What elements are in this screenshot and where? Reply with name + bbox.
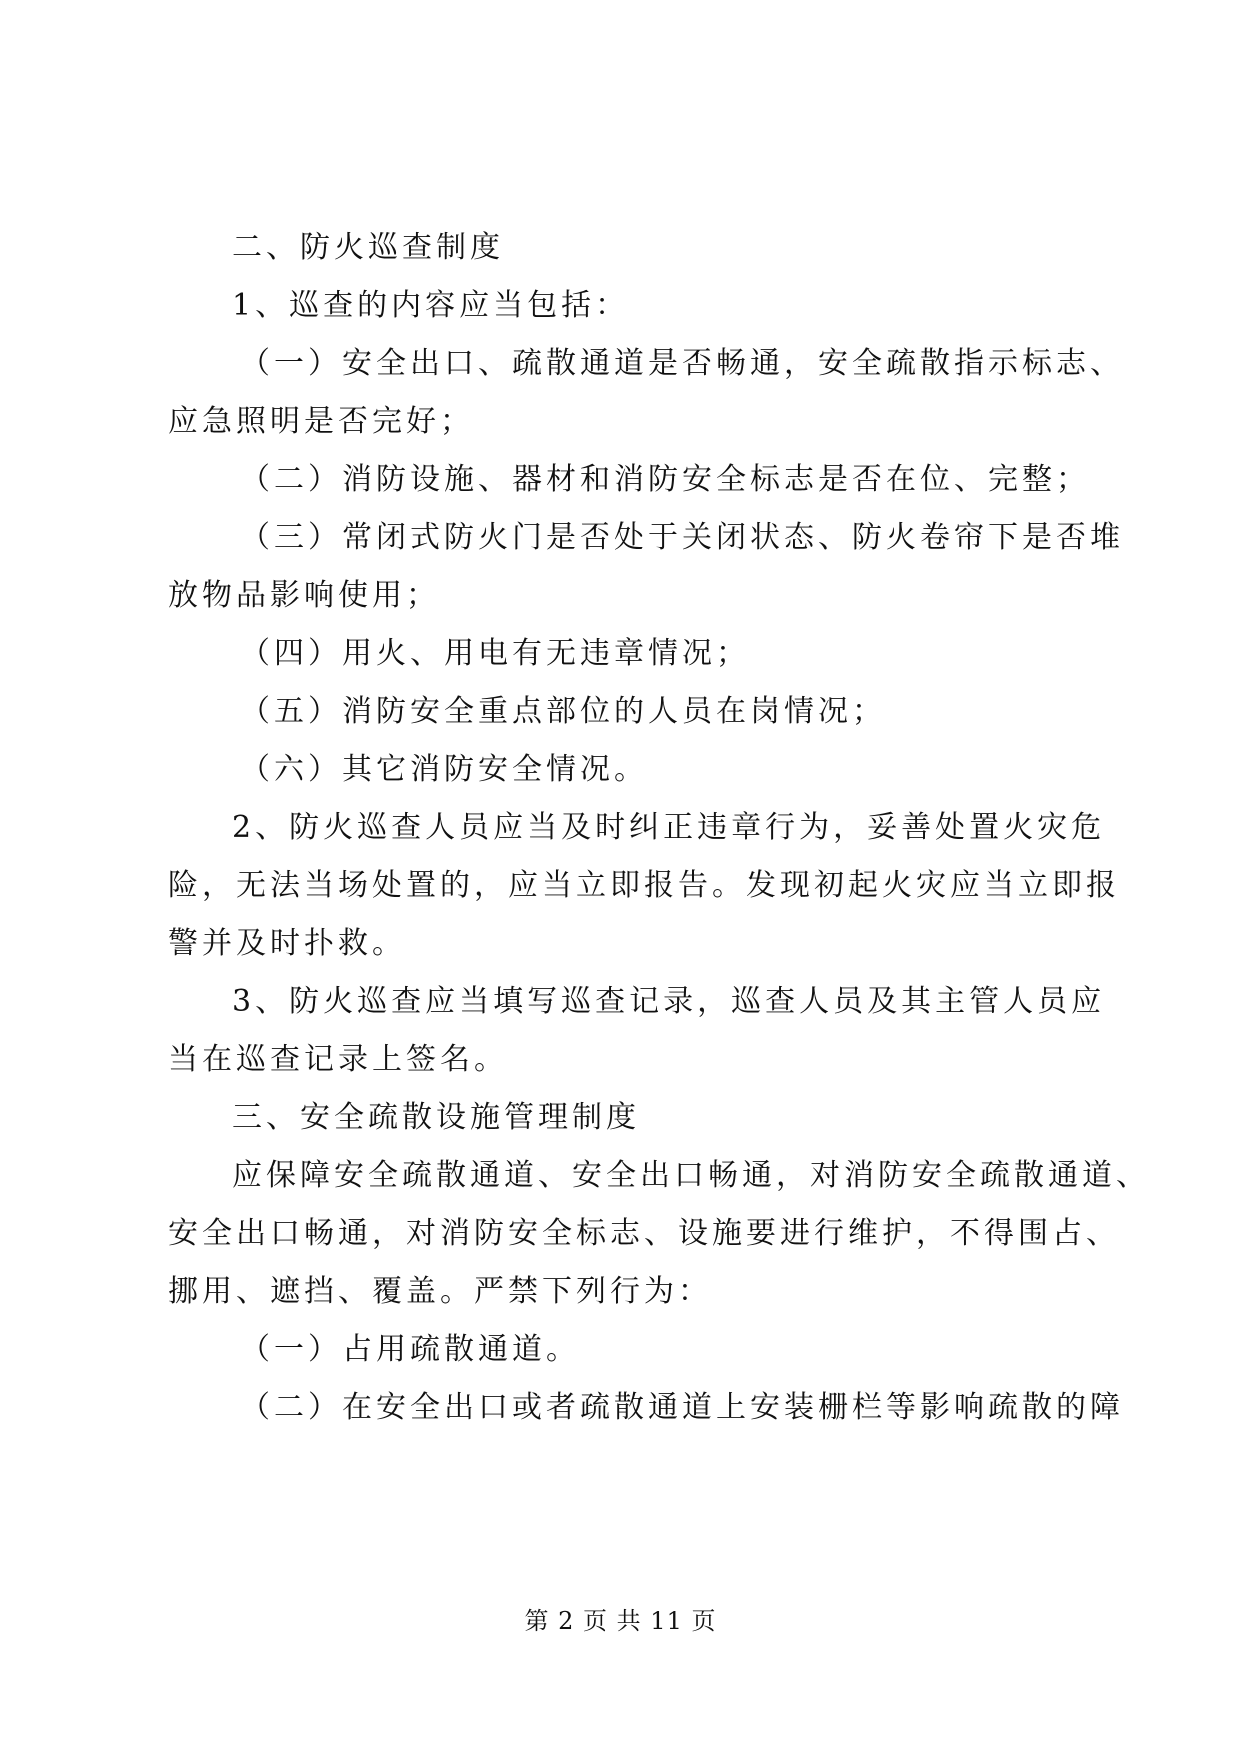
- paragraph-line: 警并及时扑救。: [168, 926, 406, 961]
- paragraph-line: （二）在安全出口或者疏散通道上安装栅栏等影响疏散的障: [240, 1390, 1124, 1425]
- section-heading-evacuation: 三、安全疏散设施管理制度: [232, 1100, 640, 1135]
- paragraph-line: 挪用、遮挡、覆盖。严禁下列行为：: [168, 1274, 712, 1309]
- paragraph-line: 险，无法当场处置的，应当立即报告。发现初起火灾应当立即报: [168, 868, 1120, 903]
- paragraph-line: （一）占用疏散通道。: [240, 1332, 580, 1367]
- section-heading-fire-patrol: 二、防火巡查制度: [232, 230, 504, 265]
- paragraph-line: （二）消防设施、器材和消防安全标志是否在位、完整；: [240, 462, 1090, 497]
- paragraph-line: 安全出口畅通，对消防安全标志、设施要进行维护，不得围占、: [168, 1216, 1120, 1251]
- paragraph-line: 应保障安全疏散通道、安全出口畅通，对消防安全疏散通道、: [232, 1158, 1150, 1193]
- paragraph-line: 当在巡查记录上签名。: [168, 1042, 508, 1077]
- paragraph-line: （一）安全出口、疏散通道是否畅通，安全疏散指示标志、: [240, 346, 1124, 381]
- paragraph-line: （四）用火、用电有无违章情况；: [240, 636, 750, 671]
- paragraph-line: 1、巡查的内容应当包括：: [232, 288, 630, 323]
- paragraph-line: （五）消防安全重点部位的人员在岗情况；: [240, 694, 886, 729]
- paragraph-line: 放物品影响使用；: [168, 578, 440, 613]
- paragraph-line: （六）其它消防安全情况。: [240, 752, 648, 787]
- paragraph-line: 应急照明是否完好；: [168, 404, 474, 439]
- paragraph-line: 3、防火巡查应当填写巡查记录，巡查人员及其主管人员应: [232, 984, 1106, 1019]
- paragraph-line: （三）常闭式防火门是否处于关闭状态、防火卷帘下是否堆: [240, 520, 1124, 555]
- page-number-footer: 第 2 页 共 11 页: [524, 1607, 717, 1635]
- paragraph-line: 2、防火巡查人员应当及时纠正违章行为，妥善处置火灾危: [232, 810, 1106, 845]
